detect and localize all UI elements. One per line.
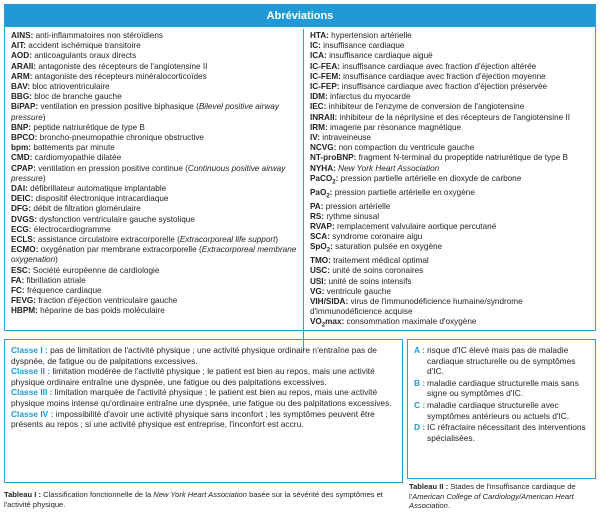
class-description: limitation marquée de l'activité physique ; le patient est bien au repos, mais une activité physique moins intense qu'ordinaire entraîne une dyspnée, une fatigue ou des palpitations excessives. bbox=[11, 387, 392, 408]
abbreviation-term: SCA bbox=[309, 232, 328, 242]
abbreviation-entry: CMD: cardiomyopathie dilatée bbox=[11, 153, 122, 163]
caption-text: basée sur la sévérité des symptômes et l'activité physique. bbox=[4, 490, 383, 509]
abbreviation-definition: imagerie par résonance magnétique bbox=[329, 122, 462, 132]
abbreviation-term: PaCO bbox=[309, 173, 333, 183]
abbreviation-entry: IC-FEA: insuffisance cardiaque avec fraction d'éjection altérée bbox=[309, 61, 537, 71]
abbreviation-entry: ARAII: antagoniste des récepteurs de l'angiotensine II bbox=[11, 61, 208, 71]
abbreviation-entry: RS: rythme sinusal bbox=[309, 211, 380, 221]
abbreviation-subscript: 2 bbox=[332, 179, 336, 186]
abbreviation-term: RVAP bbox=[309, 221, 332, 231]
abbreviation-term: ESC bbox=[11, 265, 28, 275]
abbreviation-definition: unité de soins coronaires bbox=[332, 266, 424, 276]
caption-italic: American College of Cardiology/American Heart Association bbox=[409, 491, 574, 511]
abbreviation-definition: insuffisance cardiaque avec fraction d'éjection moyenne bbox=[343, 71, 546, 81]
abbreviation-definition: ventricule gauche bbox=[326, 286, 391, 296]
abbreviation-term: BPCO bbox=[11, 133, 35, 143]
abbreviation-term: SpO bbox=[309, 242, 327, 252]
abbreviation-term: ARM bbox=[11, 71, 30, 81]
abbreviation-entry: IV: intraveineuse bbox=[309, 133, 371, 143]
abbreviation-term: USI bbox=[309, 276, 324, 286]
acc-aha-stages-box bbox=[407, 339, 596, 479]
abbreviation-definition: bloc de branche gauche bbox=[34, 92, 122, 102]
class-description: impossibilité d'avoir une activité physique sans inconfort ; les symptômes peuvent être présents au repos ; si une activité physique est entreprise, l'inconfort est accru. bbox=[11, 408, 375, 430]
abbreviation-definition: fréquence cardiaque bbox=[26, 286, 102, 296]
abbreviation-definition: Société européenne de cardiologie bbox=[32, 265, 160, 275]
abbreviation-term: DEIC bbox=[11, 194, 31, 204]
abbreviation-term: HBPM bbox=[11, 306, 36, 316]
abbreviation-term: VIH/SIDA bbox=[309, 297, 346, 306]
abbreviation-entry: DEIC: dispositif électronique intracardiaque bbox=[11, 194, 169, 204]
abbreviation-definition: assistance circulatoire extracorporelle ( bbox=[37, 235, 180, 245]
abbreviation-definition: insuffisance cardiaque avec fraction d'éjection préservée bbox=[341, 82, 548, 92]
abbreviation-term: NCVG bbox=[309, 143, 334, 153]
abbreviation-definition: anticoagulants oraux directs bbox=[34, 51, 137, 61]
stage-description: IC réfractaire nécessitant des interventions spécialisées. bbox=[427, 422, 586, 443]
abbreviation-entry: BAV: bloc atrioventriculaire bbox=[11, 82, 110, 92]
abbreviation-entry: PA: pression artérielle bbox=[309, 201, 391, 211]
abbreviation-definition: anti-inflammatoires non stéroïdiens bbox=[35, 31, 164, 40]
abbreviation-term: PA bbox=[309, 201, 321, 211]
abbreviation-entry: IEC: inhibiteur de l'enzyme de conversion de l'angiotensine bbox=[309, 102, 525, 112]
table-2-caption bbox=[409, 482, 597, 511]
abbreviation-entry: IC-FEM: insuffisance cardiaque avec fraction d'éjection moyenne bbox=[309, 71, 546, 81]
abbreviation-definition: insuffisance cardiaque aiguë bbox=[329, 51, 433, 61]
abbreviation-term: CMD bbox=[11, 153, 30, 163]
abbreviation-definition: non compaction du ventricule gauche bbox=[338, 143, 475, 153]
abbreviation-subscript: 2 bbox=[321, 323, 326, 330]
abbreviation-definition-end: ) bbox=[275, 235, 279, 245]
abbreviation-term: NT-proBNP bbox=[309, 153, 354, 163]
nyha-class-item bbox=[11, 366, 396, 387]
abbreviation-definition: inhibiteur de la néprilysine et des récepteurs de l'angiotensine II bbox=[339, 112, 571, 122]
abbreviation-entry: AOD: anticoagulants oraux directs bbox=[11, 51, 137, 61]
abbreviation-term: IC bbox=[309, 41, 319, 51]
abbreviation-entry: DAI: défibrillateur automatique implantable bbox=[11, 184, 167, 194]
abbreviation-definition: pression partielle artérielle en oxygène bbox=[334, 187, 475, 197]
abbreviation-entry: DFG: débit de filtration glomérulaire bbox=[11, 204, 141, 214]
abbreviation-entry: NYHA: New York Heart Association bbox=[309, 163, 440, 173]
abbreviation-term: BNP bbox=[11, 122, 29, 132]
abbreviation-term: ECLS bbox=[11, 235, 33, 245]
abbreviation-term: NYHA bbox=[309, 163, 334, 173]
abbreviation-entry: bpm: battements par minute bbox=[11, 143, 115, 153]
abbreviation-term: AIT bbox=[11, 41, 24, 51]
abbreviation-entry: FEVG: fraction d'éjection ventriculaire gauche bbox=[11, 296, 178, 306]
caption-italic: New York Heart Association bbox=[153, 490, 247, 499]
abbreviation-term: DVGS bbox=[11, 214, 35, 224]
abbreviation-definition: traitement médical optimal bbox=[333, 256, 429, 266]
abbreviation-definition: antagoniste des récepteurs minéralocorticoïdes bbox=[34, 71, 207, 81]
abbreviation-term: BiPAP bbox=[11, 102, 36, 112]
abbreviation-definition: peptide natriurétique de type B bbox=[33, 122, 145, 132]
abbreviation-term: IDM bbox=[309, 92, 325, 102]
abbreviation-italic: Extracorporeal membrane oxygenation bbox=[11, 245, 297, 265]
abbreviation-definition: insuffisance cardiaque avec fraction d'éjection altérée bbox=[342, 61, 537, 71]
abbreviation-definition: broncho-pneumopathie chronique obstructive bbox=[39, 133, 204, 143]
abbreviation-entry: AINS: anti-inflammatoires non stéroïdiens bbox=[11, 31, 164, 40]
abbreviation-definition: insuffisance cardiaque bbox=[323, 41, 405, 51]
abbreviations-panel bbox=[4, 4, 596, 331]
stage-label: A : bbox=[414, 345, 425, 355]
abbreviation-italic: New York Heart Association bbox=[338, 163, 440, 173]
abbreviation-definition: battements par minute bbox=[33, 143, 115, 153]
abbreviation-definition: défibrillateur automatique implantable bbox=[30, 184, 167, 194]
abbreviations-right-column bbox=[302, 31, 591, 331]
abbreviation-entry: BPCO: broncho-pneumopathie chronique obstructive bbox=[11, 133, 204, 143]
abbreviation-term: ICA bbox=[309, 51, 325, 61]
stage-item bbox=[414, 345, 589, 377]
abbreviation-entry: BiPAP: ventilation en pression positive biphasique (Bilevel positive airway pressure) bbox=[11, 102, 279, 122]
abbreviation-term: IC-FEM bbox=[309, 71, 339, 81]
abbreviation-entry: NT-proBNP: fragment N-terminal du propeptide natriurétique de type B bbox=[309, 153, 568, 163]
nyha-classes-box bbox=[4, 339, 403, 483]
abbreviation-entry: $VO_2\max$: consommation maximale d'oxygène bbox=[309, 317, 477, 330]
abbreviation-term: IC-FEP bbox=[309, 82, 337, 92]
abbreviation-term: INRAII bbox=[309, 112, 335, 122]
abbreviation-entry: IRM: imagerie par résonance magnétique bbox=[309, 122, 462, 132]
stage-label: C : bbox=[414, 399, 426, 410]
abbreviation-definition: consommation maximale d'oxygène bbox=[346, 317, 477, 327]
abbreviation-italic: Bilevel positive airway pressure bbox=[11, 102, 279, 122]
abbreviation-definition: pression artérielle bbox=[325, 201, 391, 211]
class-label: Classe III : bbox=[11, 387, 53, 398]
abbreviation-definition-end: ) bbox=[42, 173, 46, 183]
abbreviation-subscript: 2 bbox=[326, 247, 331, 254]
abbreviation-entry: IDM: infarctus du myocarde bbox=[309, 92, 411, 102]
abbreviation-term: BBG bbox=[11, 92, 30, 102]
abbreviation-entry: INRAII: inhibiteur de la néprilysine et des récepteurs de l'angiotensine II bbox=[309, 112, 571, 122]
abbreviation-definition: accident ischémique transitoire bbox=[28, 41, 141, 51]
stage-label: D : bbox=[414, 422, 426, 433]
abbreviation-term: IV bbox=[309, 133, 318, 143]
abbreviation-definition: inhibiteur de l'enzyme de conversion de l'angiotensine bbox=[328, 102, 525, 112]
abbreviation-definition: cardiomyopathie dilatée bbox=[34, 153, 122, 163]
abbreviation-entry: ESC: Société européenne de cardiologie bbox=[11, 265, 160, 275]
abbreviation-definition: infarctus du myocarde bbox=[329, 92, 411, 102]
abbreviation-term-suffix: max bbox=[325, 317, 342, 327]
class-label: Classe II : bbox=[11, 366, 51, 377]
caption-text: Classification fonctionnelle de la bbox=[41, 490, 154, 499]
stage-label: B : bbox=[414, 377, 426, 388]
abbreviation-entry: AIT: accident ischémique transitoire bbox=[11, 41, 141, 51]
nyha-class-item bbox=[11, 345, 396, 366]
abbreviation-definition: fragment N-terminal du propeptide natriurétique de type B bbox=[358, 153, 568, 163]
abbreviation-definition: électrocardiogramme bbox=[33, 224, 111, 234]
abbreviation-term: FA bbox=[11, 275, 22, 285]
nyha-class-item bbox=[11, 387, 396, 408]
abbreviation-italic: Continuous positive airway pressure bbox=[11, 163, 286, 183]
abbreviation-term: USC bbox=[309, 266, 328, 276]
abbreviation-term: ECG bbox=[11, 224, 29, 234]
abbreviation-definition: hypertension artérielle bbox=[331, 31, 412, 40]
abbreviation-term: IEC bbox=[309, 102, 324, 112]
abbreviation-entry: TMO: traitement médical optimal bbox=[309, 256, 429, 266]
nyha-class-item bbox=[11, 409, 396, 430]
abbreviation-definition: syndrome coronaire aigu bbox=[332, 232, 423, 242]
abbreviation-definition: bloc atrioventriculaire bbox=[32, 82, 110, 92]
abbreviation-entry: ICA: insuffisance cardiaque aiguë bbox=[309, 51, 433, 61]
abbreviation-term: IRM bbox=[309, 122, 325, 132]
abbreviation-entry: PaCO$_2$: pression partielle artérielle en dioxyde de carbone bbox=[309, 173, 522, 186]
abbreviation-term: ARAII bbox=[11, 61, 34, 71]
class-label: Classe I : bbox=[11, 345, 48, 355]
abbreviation-entry: USC: unité de soins coronaires bbox=[309, 266, 424, 276]
stage-item bbox=[414, 378, 589, 399]
abbreviation-definition: fraction d'éjection ventriculaire gauche bbox=[38, 296, 178, 306]
caption-label: Tableau I : bbox=[4, 490, 41, 499]
abbreviation-term: FC bbox=[11, 286, 22, 296]
abbreviation-entry: NCVG: non compaction du ventricule gauche bbox=[309, 143, 475, 153]
abbreviation-entry: ECMO: oxygénation par membrane extracorporelle (Extracorporeal membrane oxygenation) bbox=[11, 245, 297, 265]
class-label: Classe IV : bbox=[11, 408, 54, 419]
abbreviation-definition: dysfonction ventriculaire gauche systolique bbox=[39, 214, 195, 224]
caption-text: . bbox=[447, 501, 450, 511]
abbreviation-entry: CPAP: ventilation en pression positive continue (Continuous positive airway pressure) bbox=[11, 163, 286, 183]
abbreviation-term: PaO bbox=[309, 187, 327, 197]
abbreviation-definition-end: ) bbox=[55, 255, 58, 265]
abbreviation-term: HTA bbox=[309, 31, 327, 40]
abbreviation-subscript: 2 bbox=[326, 193, 330, 200]
abbreviation-entry: FC: fréquence cardiaque bbox=[11, 286, 102, 296]
abbreviation-definition: intraveineuse bbox=[322, 133, 371, 143]
caption-text: Stades de l'insuffisance cardiaque de l' bbox=[409, 482, 576, 501]
abbreviation-entry: ECLS: assistance circulatoire extracorporelle (Extracorporeal life support) bbox=[11, 235, 279, 245]
abbreviation-definition: rythme sinusal bbox=[326, 211, 380, 221]
stage-item bbox=[414, 400, 589, 421]
class-description: pas de limitation de l'activité physique ; une activité physique ordinaire n'entraîne pas de dyspnée, de fatigue ou de palpitations excessives. bbox=[11, 345, 377, 366]
abbreviation-term: BAV bbox=[11, 82, 28, 92]
abbreviation-entry: HTA: hypertension artérielle bbox=[309, 31, 412, 40]
abbreviation-entry: FA: fibrillation atriale bbox=[11, 275, 86, 285]
abbreviation-entry: PaO$_2$: pression partielle artérielle en oxygène bbox=[309, 187, 475, 200]
abbreviation-entry: RVAP: remplacement valvulaire aortique percutané bbox=[309, 221, 497, 231]
abbreviation-term: VG bbox=[309, 286, 322, 296]
stage-description: maladie cardiaque structurelle avec symptômes antérieurs ou actuels d'IC. bbox=[427, 399, 570, 421]
abbreviation-definition: débit de filtration glomérulaire bbox=[33, 204, 141, 214]
abbreviation-entry: USI: unité de soins intensifs bbox=[309, 276, 412, 286]
class-description: limitation modérée de l'activité physique ; le patient est bien au repos, mais une activité physique ordinaire entraîne une dyspnée, une fatigue ou des palpitations excessives. bbox=[11, 366, 375, 387]
abbreviation-definition: ventilation en pression positive biphasique ( bbox=[40, 102, 199, 112]
abbreviation-term: VO bbox=[309, 317, 322, 327]
abbreviation-definition: ventilation en pression positive continue ( bbox=[38, 163, 188, 173]
abbreviation-term: AINS bbox=[11, 31, 31, 40]
abbreviation-entry: IC: insuffisance cardiaque bbox=[309, 41, 405, 51]
stage-description: risque d'IC élevé mais pas de maladie cardiaque structurelle ou de symptômes d'IC. bbox=[427, 345, 576, 377]
abbreviation-term: IC-FEA bbox=[309, 61, 338, 71]
caption-label: Tableau II : bbox=[409, 482, 449, 491]
abbreviation-term: CPAP bbox=[11, 163, 34, 173]
stage-description: maladie cardiaque structurelle mais sans signe ou symptômes d'IC. bbox=[427, 377, 579, 399]
abbreviation-definition: saturation pulsée en oxygène bbox=[335, 242, 443, 252]
abbreviation-entry: ARM: antagoniste des récepteurs minéralocorticoïdes bbox=[11, 71, 207, 81]
abbreviation-entry: BBG: bloc de branche gauche bbox=[11, 92, 122, 102]
abbreviation-definition: antagoniste des récepteurs de l'angiotensine II bbox=[38, 61, 208, 71]
abbreviation-entry: DVGS: dysfonction ventriculaire gauche systolique bbox=[11, 214, 195, 224]
column-divider bbox=[303, 29, 304, 351]
abbreviation-entry: ECG: électrocardiogramme bbox=[11, 224, 111, 234]
abbreviation-definition: dispositif électronique intracardiaque bbox=[35, 194, 169, 204]
abbreviation-term: RS bbox=[309, 211, 322, 221]
abbreviation-term: TMO bbox=[309, 256, 329, 266]
abbreviation-definition: unité de soins intensifs bbox=[328, 276, 412, 286]
abbreviation-entry: IC-FEP: insuffisance cardiaque avec fraction d'éjection préservée bbox=[309, 82, 548, 92]
abbreviation-term: DAI bbox=[11, 184, 26, 194]
abbreviations-header: Abréviations bbox=[5, 5, 595, 27]
abbreviation-entry: VG: ventricule gauche bbox=[309, 286, 391, 296]
table-1-caption bbox=[4, 490, 402, 509]
abbreviation-term: DFG bbox=[11, 204, 29, 214]
abbreviation-definition: virus de l'immunodéficience humaine/syndrome d'immunodéficience acquise bbox=[309, 297, 523, 317]
abbreviation-definition-end: ) bbox=[42, 112, 46, 122]
abbreviation-italic: Extracorporeal life support bbox=[179, 235, 276, 245]
abbreviation-entry: VIH/SIDA: virus de l'immunodéficience humaine/syndrome d'immunodéficience acquise bbox=[309, 297, 523, 317]
abbreviation-term: FEVG bbox=[11, 296, 34, 306]
abbreviation-definition: héparine de bas poids moléculaire bbox=[40, 306, 165, 316]
abbreviation-entry: SpO$_2$: saturation pulsée en oxygène bbox=[309, 242, 443, 254]
abbreviations-left-column bbox=[11, 31, 302, 331]
abbreviation-term: bpm bbox=[11, 143, 29, 153]
abbreviation-entry: BNP: peptide natriurétique de type B bbox=[11, 122, 145, 132]
stage-item bbox=[414, 422, 589, 443]
abbreviation-term: ECMO bbox=[11, 245, 36, 255]
abbreviation-definition: fibrillation atriale bbox=[26, 275, 86, 285]
abbreviation-definition: remplacement valvulaire aortique percutané bbox=[336, 221, 497, 231]
abbreviation-term: AOD bbox=[11, 51, 30, 61]
abbreviation-definition: pression partielle artérielle en dioxyde de carbone bbox=[340, 173, 522, 183]
abbreviation-entry: SCA: syndrome coronaire aigu bbox=[309, 232, 423, 242]
abbreviation-entry: HBPM: héparine de bas poids moléculaire bbox=[11, 306, 165, 316]
abbreviation-definition: oxygénation par membrane extracorporelle ( bbox=[40, 245, 202, 255]
